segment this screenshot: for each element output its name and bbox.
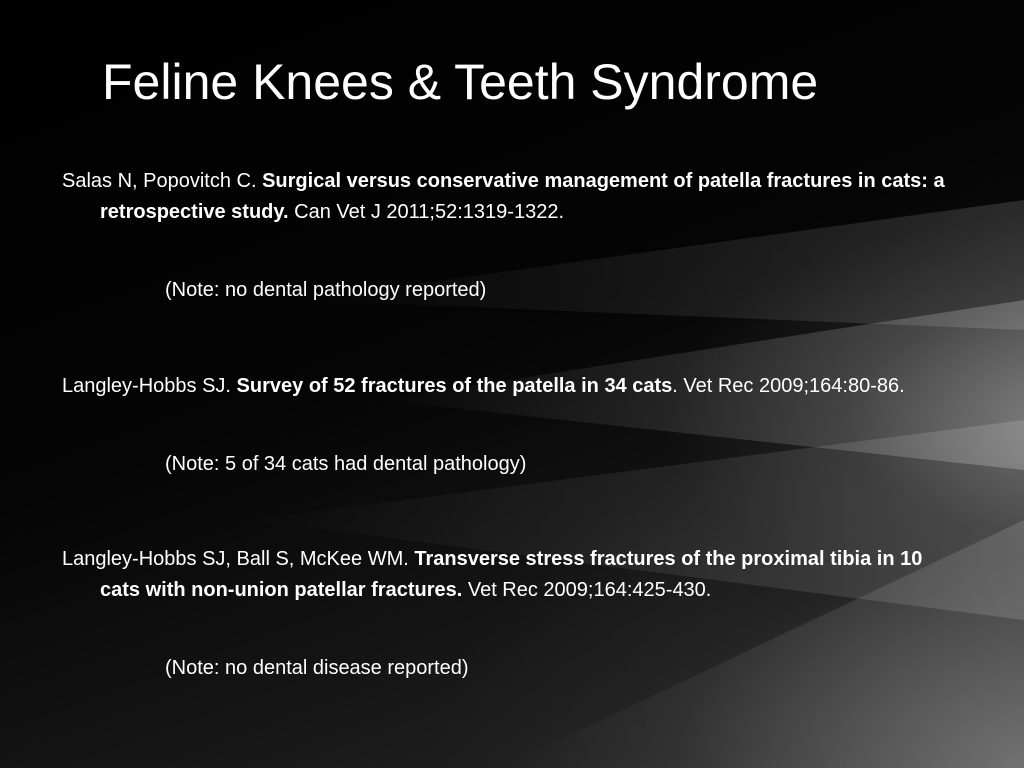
- reference-authors: Salas N, Popovitch C.: [62, 170, 263, 192]
- reference-citation: Vet Rec 2009;164:425-430.: [462, 579, 712, 601]
- reference-authors: Langley-Hobbs SJ.: [62, 375, 237, 397]
- reference-article-title: Survey of 52 fractures of the patella in 34 cats: [236, 375, 673, 397]
- reference-citation: . Vet Rec 2009;164:80-86.: [672, 375, 905, 397]
- reference-langley-hobbs-survey: [62, 371, 950, 402]
- reference-article-title: Transverse stress fractures of the proximal tibia in 10 cats with non-union patellar fractures.: [100, 548, 923, 601]
- reference-langley-hobbs-tibia: [62, 544, 950, 606]
- reference-note: (Note: no dental disease reported): [165, 657, 469, 679]
- slide-title: Feline Knees & Teeth Syndrome: [102, 54, 819, 110]
- reference-salas-popovitch: [62, 166, 950, 228]
- reference-article-title: Surgical versus conservative management of patella fractures in cats: a retrospective study.: [100, 170, 945, 223]
- reference-note: (Note: no dental pathology reported): [165, 279, 487, 301]
- reference-note: (Note: 5 of 34 cats had dental pathology): [165, 453, 527, 475]
- reference-citation: Can Vet J 2011;52:1319-1322.: [288, 201, 564, 223]
- reference-authors: Langley-Hobbs SJ, Ball S, McKee WM.: [62, 548, 415, 570]
